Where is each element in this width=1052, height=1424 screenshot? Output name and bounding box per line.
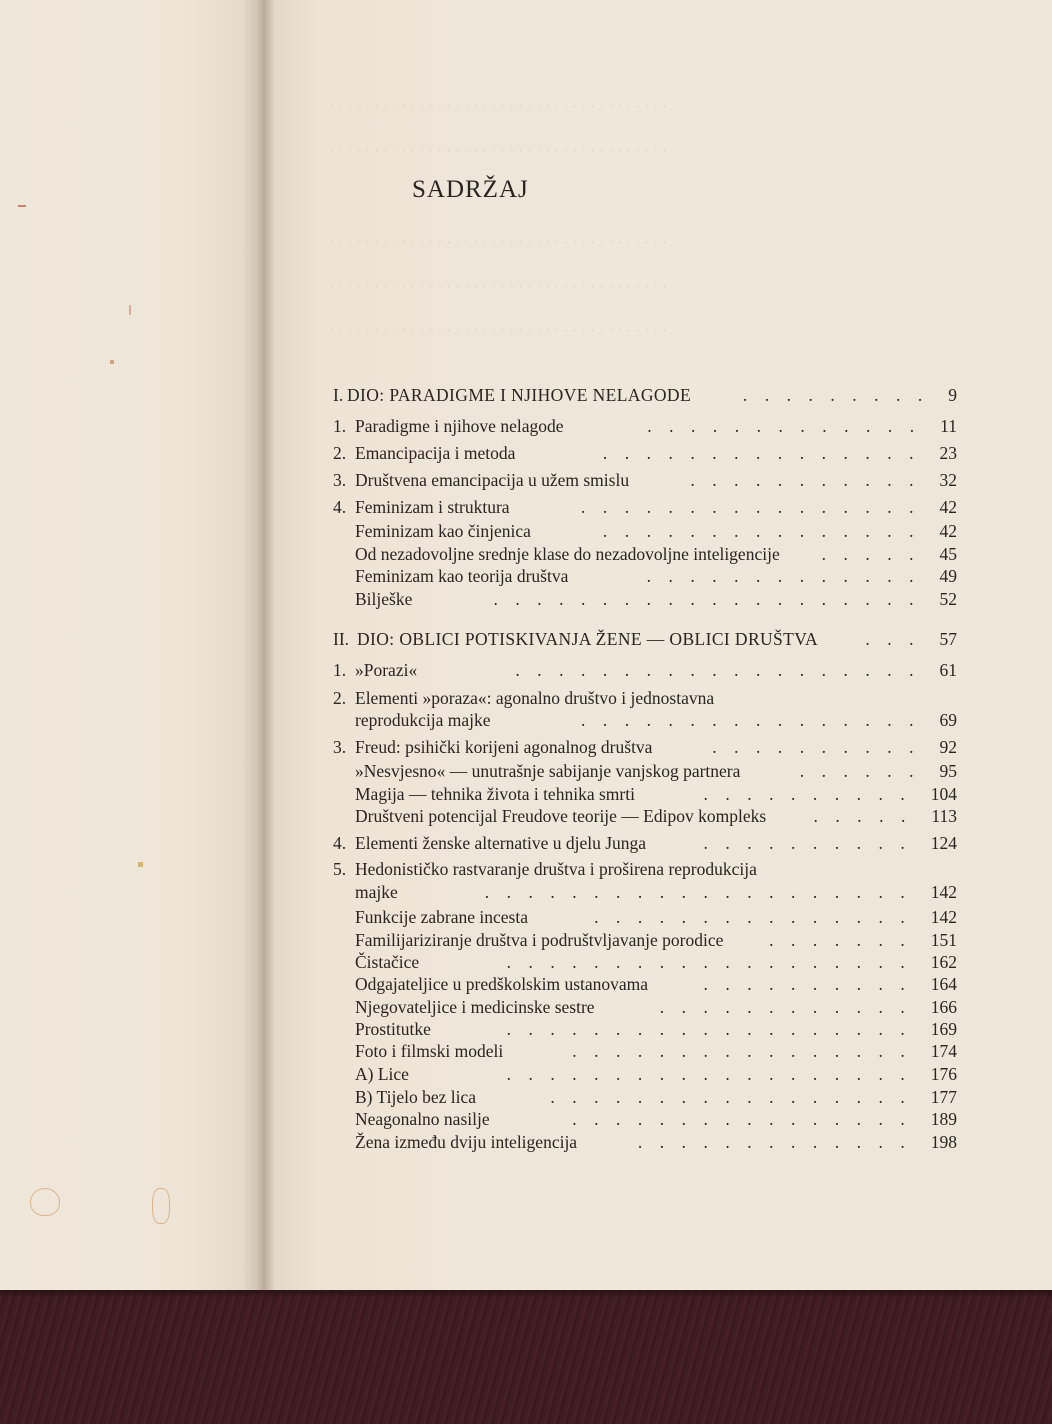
toc-entry: [333, 832, 957, 854]
toc-entry-page-number: 174: [930, 1041, 957, 1061]
toc-leader-dots: . . . . . . . . . . . . . . . .: [581, 710, 914, 730]
toc-entry-title: Odgajateljice u predškolskim ustanovama: [355, 974, 649, 994]
toc-entry: [333, 858, 957, 880]
toc-entry-title: Freud: psihički korijeni agonalnog društva: [355, 737, 653, 757]
toc-leader-dots: . . . . . . . . .: [742, 385, 923, 405]
toc-entry-page-number: 162: [930, 952, 957, 972]
toc-entry-title: Prostitutke: [355, 1019, 431, 1039]
toc-entry-number: 4.: [333, 497, 347, 517]
toc-entry-page-number: 52: [939, 589, 957, 609]
toc-entry: [333, 565, 957, 587]
toc-entry: [333, 687, 957, 709]
toc-entry-page-number: 166: [930, 997, 957, 1017]
toc-entry-title: Magija — tehnika života i tehnika smrti: [355, 784, 635, 804]
toc-entry: [333, 1108, 957, 1130]
toc-entry: [333, 628, 957, 650]
toc-entry: [333, 543, 957, 565]
toc-entry-title: »Nesvjesno« — unutrašnje sabijanje vanjskog partnera: [355, 761, 741, 781]
toc-entry-number: 5.: [333, 859, 347, 879]
toc-entry-page-number: 23: [939, 443, 957, 463]
toc-entry: [333, 760, 957, 782]
toc-entry-number: 1.: [333, 660, 347, 680]
page-title: SADRŽAJ: [412, 176, 529, 203]
toc-entry-title: »Porazi«: [355, 660, 418, 680]
toc-entry-title: Čistačice: [355, 952, 420, 972]
toc-entry: [333, 469, 957, 491]
toc-entry-page-number: 95: [939, 761, 957, 781]
toc-leader-dots: . . . . . . . . . . . . . . . .: [572, 1041, 905, 1061]
toc-entry: [333, 659, 957, 681]
toc-entry-page-number: 9: [948, 385, 957, 405]
toc-entry-page-number: 142: [930, 907, 957, 927]
toc-entry-title: Emancipacija i metoda: [355, 443, 516, 463]
toc-entry-title: Feminizam kao činjenica: [355, 521, 531, 541]
toc-entry: [333, 1063, 957, 1085]
toc-entry-title: Neagonalno nasilje: [355, 1109, 490, 1129]
toc-leader-dots: . . . . . . . . . . . . .: [637, 1132, 905, 1152]
toc-entry-page-number: 176: [930, 1064, 957, 1084]
toc-entry: [333, 1018, 957, 1040]
toc-leader-dots: . . . . . . . . . . . . . . . . . . . .: [493, 589, 914, 609]
toc-leader-dots: . . . . . . . . . .: [703, 784, 905, 804]
toc-leader-dots: . . . . . . . . . . . . . . .: [594, 907, 905, 927]
toc-entry: [333, 996, 957, 1018]
toc-entry-title: Familijariziranje društva i podruštvljavanje porodice: [355, 930, 724, 950]
toc-entry-title: Feminizam i struktura: [355, 497, 510, 517]
toc-entry-page-number: 92: [939, 737, 957, 757]
toc-leader-dots: . . . . . . . . . . . . . . .: [602, 443, 914, 463]
toc-leader-dots: . . . . . . . . . . . . .: [647, 416, 915, 436]
toc-leader-dots: . . . . . .: [799, 761, 914, 781]
toc-leader-dots: . . . . . . . . . . . . . . . . . . . .: [484, 882, 905, 902]
toc-entry-title: DIO: PARADIGME I NJIHOVE NELAGODE: [347, 385, 692, 405]
toc-entry-title: Funkcije zabrane incesta: [355, 907, 528, 927]
toc-entry: [333, 929, 957, 951]
toc-entry-title: Od nezadovoljne srednje klase do nezadovoljne inteligencije: [355, 544, 780, 564]
toc-entry-number: 3.: [333, 470, 347, 490]
toc-entry: [333, 415, 957, 437]
toc-leader-dots: . . . . . . . . . . .: [690, 470, 914, 490]
toc-leader-dots: . . . . . . . . . . . . . . . . . . .: [515, 660, 914, 680]
toc-entry-page-number: 104: [930, 784, 957, 804]
toc-entry: [333, 973, 957, 995]
toc-entry-number: II.: [333, 629, 350, 649]
toc-entry-title: Društveni potencijal Freudove teorije — Edipov kompleks: [355, 806, 767, 826]
toc-entry: [333, 588, 957, 610]
toc-entry: [333, 442, 957, 464]
toc-entry-page-number: 151: [930, 930, 957, 950]
toc-entry: [333, 1131, 957, 1153]
toc-entry-page-number: 42: [939, 497, 957, 517]
toc-entry: [333, 1086, 957, 1108]
toc-entry: [333, 783, 957, 805]
toc-entry-number: 2.: [333, 443, 347, 463]
toc-entry-page-number: 69: [939, 710, 957, 730]
toc-entry-title: B) Tijelo bez lica: [355, 1087, 477, 1107]
toc-entry-page-number: 45: [939, 544, 957, 564]
toc-entry-page-number: 142: [930, 882, 957, 902]
toc-leader-dots: . . .: [865, 629, 914, 649]
toc-entry-page-number: 124: [930, 833, 957, 853]
toc-leader-dots: . . . . .: [821, 544, 914, 564]
toc-leader-dots: . . . . . . . . . . . . . . .: [602, 521, 914, 541]
toc-entry-title: majke: [355, 882, 398, 902]
toc-entry-title: Elementi ženske alternative u djelu Junga: [355, 833, 647, 853]
toc-leader-dots: . . . . . . . . . . . . . . . .: [572, 1109, 905, 1129]
toc-entry-number: 3.: [333, 737, 347, 757]
toc-leader-dots: . . . . . . . . . . . . . . . . . . .: [506, 1019, 905, 1039]
toc-entry: [333, 805, 957, 827]
toc-entry-title: Hedonističko rastvaranje društva i proširena reprodukcija: [355, 859, 757, 879]
toc-entry: [333, 736, 957, 758]
toc-leader-dots: . . . . . . . . . . . .: [659, 997, 905, 1017]
toc-leader-dots: . . . . . . . . . .: [703, 974, 905, 994]
toc-entry-page-number: 198: [930, 1132, 957, 1152]
toc-entry-page-number: 169: [930, 1019, 957, 1039]
toc-entry-number: 4.: [333, 833, 347, 853]
toc-entry: [333, 951, 957, 973]
toc-leader-dots: . . . . . . . . . . . . . . . .: [581, 497, 914, 517]
toc-leader-dots: . . . . . . . . . . . . . . . . . . .: [506, 1064, 905, 1084]
toc-entry-title: Elementi »poraza«: agonalno društvo i jednostavna: [355, 688, 715, 708]
toc-leader-dots: . . . . . . . . . .: [712, 737, 914, 757]
show-through-text: . . . . . . . . . . . . . . . . . . . . . . . . . . . . . . . . . . . . . .: [330, 96, 668, 111]
toc-entry: [333, 709, 957, 731]
toc-entry-number: 2.: [333, 688, 347, 708]
show-through-text: . . . . . . . . . . . . . . . . . . . . . . . . . . . . . . . . . . . . . .: [330, 232, 668, 247]
toc-entry-page-number: 164: [930, 974, 957, 994]
show-through-text: . . . . . . . . . . . . . . . . . . . . . . . . . . . . . . . . . . . . . .: [330, 320, 668, 335]
book-cover-edge: [0, 1290, 1052, 1424]
toc-entry-page-number: 32: [939, 470, 957, 490]
toc-entry-title: Feminizam kao teorija društva: [355, 566, 569, 586]
toc-leader-dots: . . . . . . . . . .: [703, 833, 905, 853]
toc-entry-page-number: 57: [939, 629, 957, 649]
toc-entry: [333, 906, 957, 928]
toc-entry-title: DIO: OBLICI POTISKIVANJA ŽENE — OBLICI DRUŠTVA: [357, 629, 819, 649]
toc-entry: [333, 881, 957, 903]
show-through-text: . . . . . . . . . . . . . . . . . . . . . . . . . . . . . . . . . . . . . .: [330, 140, 668, 155]
toc-entry-title: Bilješke: [355, 589, 413, 609]
toc-entry-number: I.: [333, 385, 344, 405]
toc-entry-page-number: 177: [930, 1087, 957, 1107]
toc-entry-page-number: 42: [939, 521, 957, 541]
show-through-text: . . . . . . . . . . . . . . . . . . . . . . . . . . . . . . . . . . . . . .: [330, 276, 668, 291]
toc-entry-title: Foto i filmski modeli: [355, 1041, 504, 1061]
toc-entry: [333, 496, 957, 518]
toc-entry-page-number: 113: [931, 806, 957, 826]
toc-leader-dots: . . . . . . . . . . . . .: [646, 566, 914, 586]
toc-entry-title: Paradigme i njihove nelagode: [355, 416, 564, 436]
toc-entry-number: 1.: [333, 416, 347, 436]
toc-entry-title: reprodukcija majke: [355, 710, 491, 730]
toc-entry-title: A) Lice: [355, 1064, 409, 1084]
toc-entry-title: Njegovateljice i medicinske sestre: [355, 997, 595, 1017]
toc-entry: [333, 520, 957, 542]
toc-entry-title: Društvena emancipacija u užem smislu: [355, 470, 630, 490]
toc-leader-dots: . . . . .: [813, 806, 906, 826]
toc-entry-page-number: 11: [940, 416, 957, 436]
toc-entry-page-number: 189: [930, 1109, 957, 1129]
toc-entry-page-number: 49: [939, 566, 957, 586]
toc-entry: [333, 1040, 957, 1062]
toc-entry-page-number: 61: [939, 660, 957, 680]
toc-leader-dots: . . . . . . .: [769, 930, 905, 950]
toc-entry-title: Žena između dviju inteligencija: [355, 1132, 578, 1152]
toc-leader-dots: . . . . . . . . . . . . . . . . . . .: [506, 952, 905, 972]
toc-leader-dots: . . . . . . . . . . . . . . . . .: [550, 1087, 905, 1107]
toc-entry: [333, 384, 957, 406]
